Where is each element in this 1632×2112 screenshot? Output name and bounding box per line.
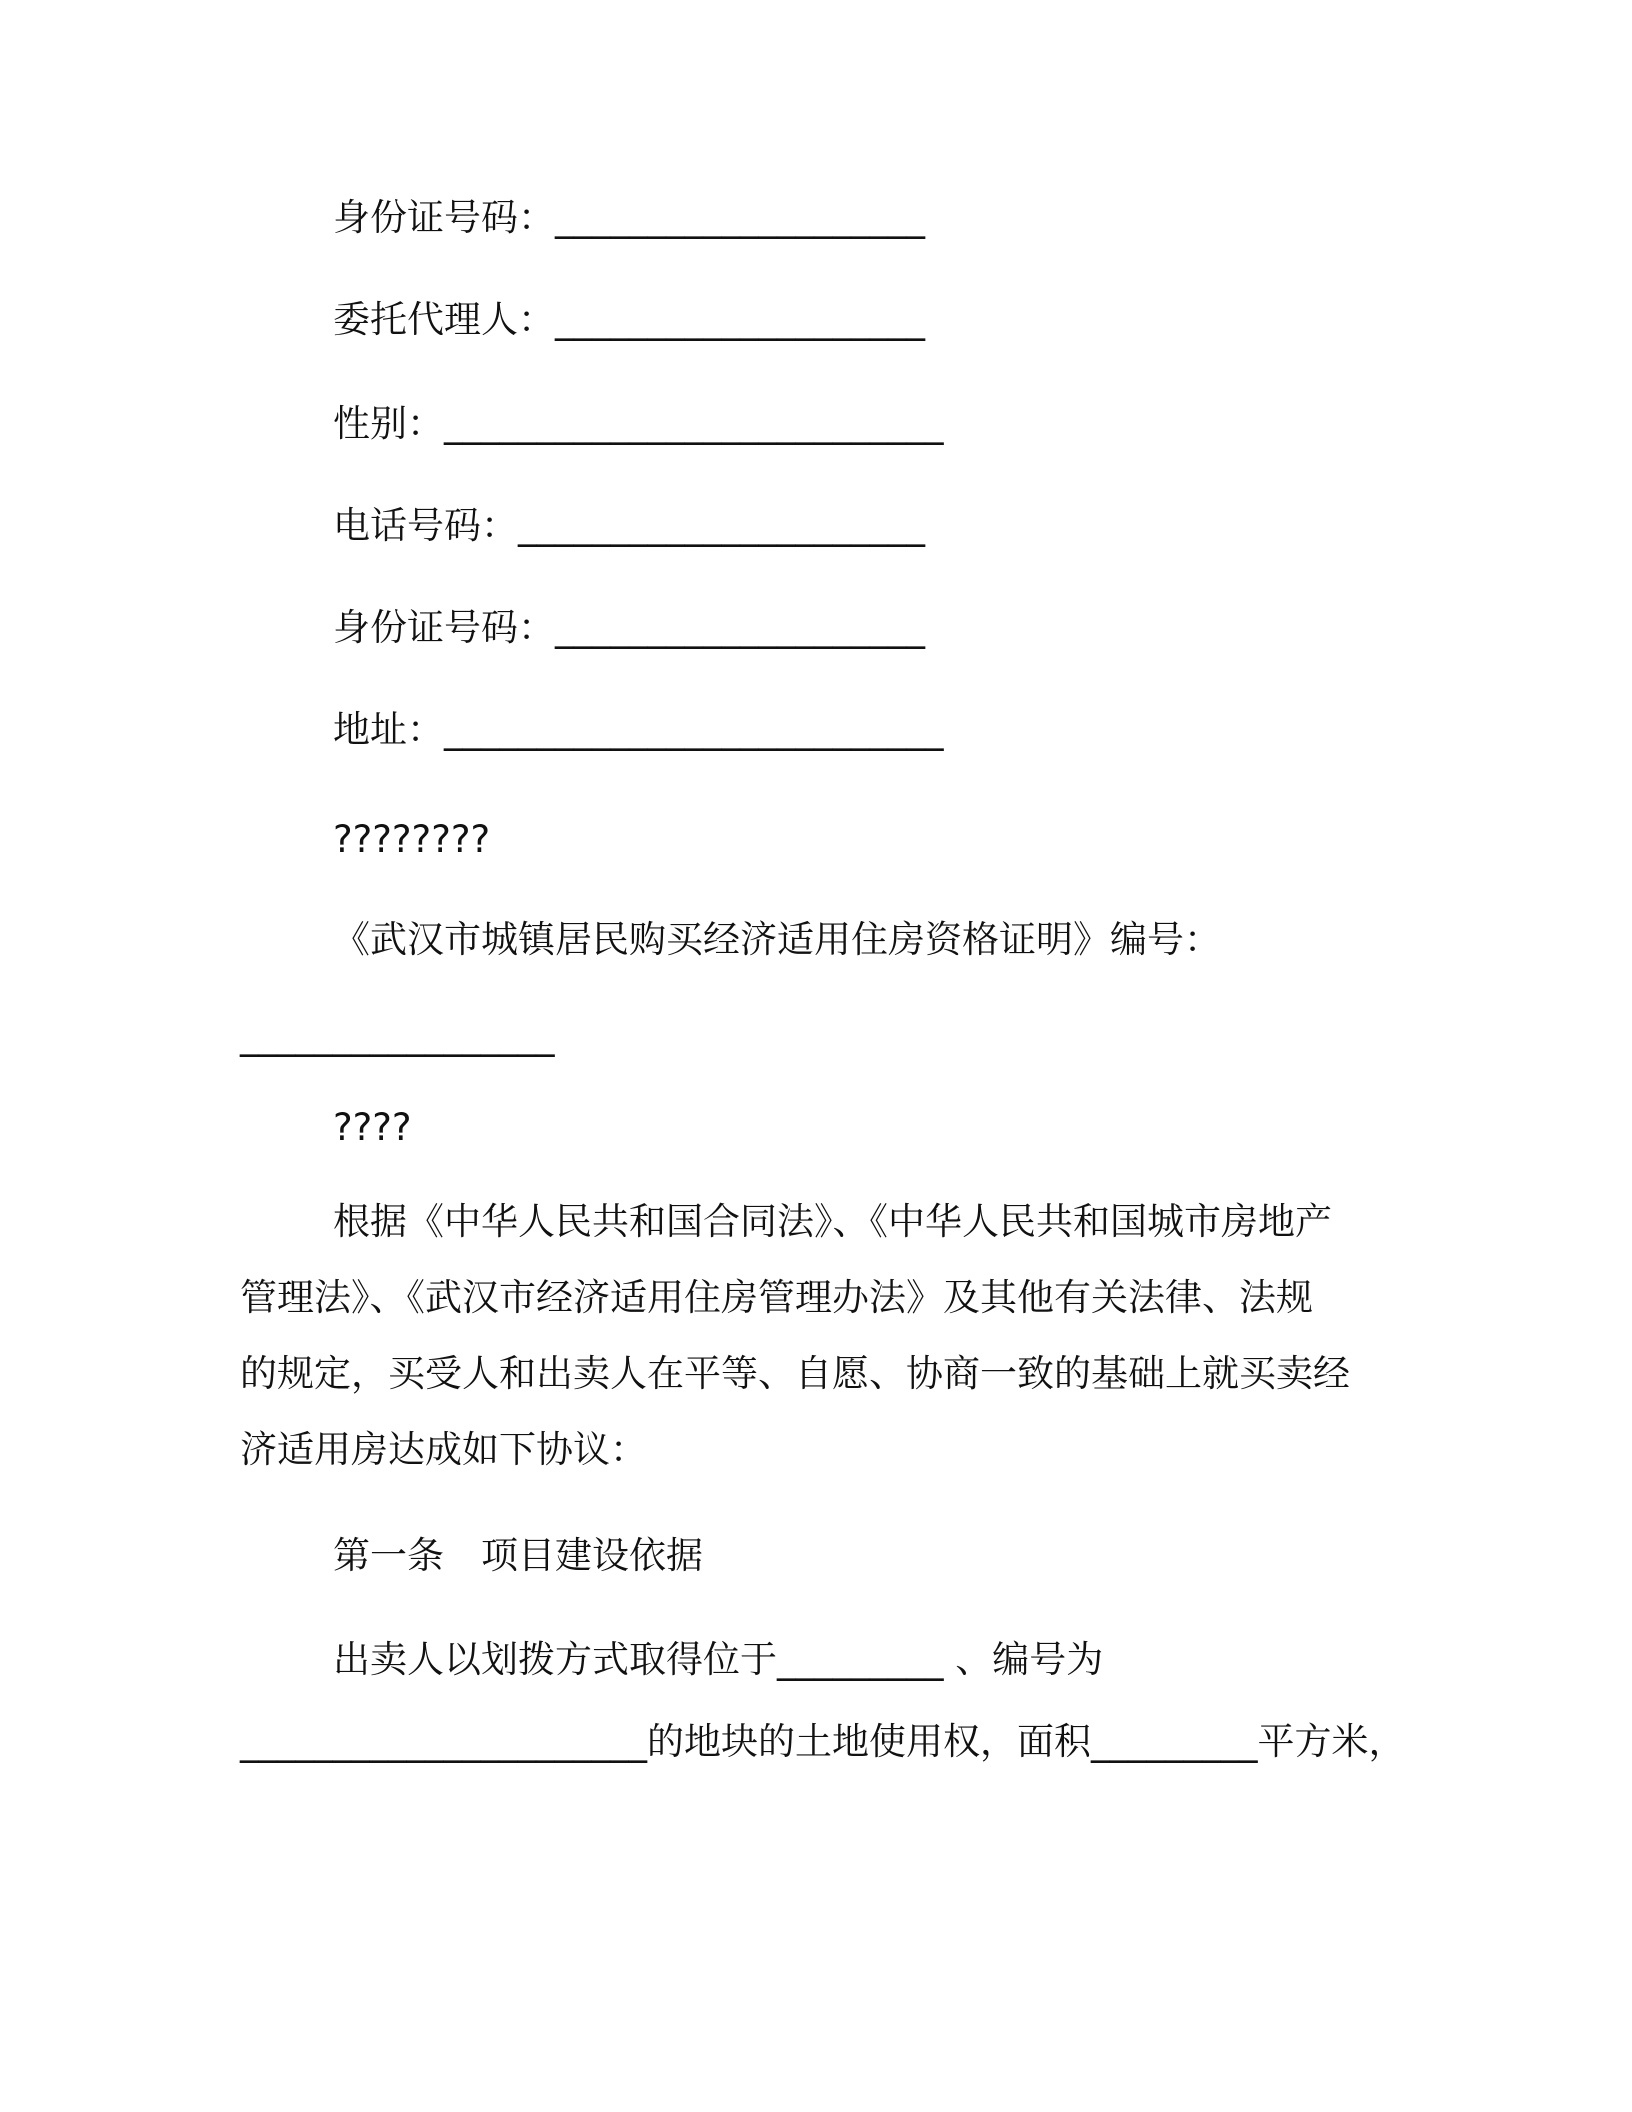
field-label: 身份证号码： — [333, 606, 555, 649]
field-blank: ____________________ — [555, 196, 925, 239]
certificate-label: 《武汉市城镇居民购买经济适用住房资格证明》编号： — [333, 918, 1221, 961]
preamble-line-3: 的规定，买受人和出卖人在平等、自愿、协商一致的基础上就买卖经 — [240, 1352, 1350, 1395]
article-1-line-1: 出卖人以划拨方式取得位于_________ 、编号为 — [333, 1638, 1104, 1681]
preamble-line-4: 济适用房达成如下协议： — [240, 1428, 647, 1471]
article-1-line-2: ______________________的地块的土地使用权，面积_________平方米， — [240, 1720, 1406, 1763]
field-id-number-1 — [333, 194, 925, 242]
placeholder-heading-2: ???? — [333, 1106, 412, 1149]
field-label: 电话号码： — [333, 504, 518, 547]
field-blank: ____________________ — [555, 298, 925, 341]
field-blank: ___________________________ — [444, 708, 944, 751]
field-blank: ______________________ — [518, 504, 925, 547]
field-address — [333, 706, 944, 754]
field-id-number-2 — [333, 604, 925, 652]
field-gender — [333, 400, 944, 448]
field-label: 地址： — [333, 708, 444, 751]
field-label: 身份证号码： — [333, 196, 555, 239]
placeholder-heading-1: ???????? — [333, 818, 491, 861]
certificate-blank: _________________ — [240, 1014, 555, 1057]
field-label: 委托代理人： — [333, 298, 555, 341]
field-label: 性别： — [333, 402, 444, 445]
field-agent — [333, 296, 925, 344]
preamble-line-1: 根据《中华人民共和国合同法》、《中华人民共和国城市房地产 — [333, 1200, 1332, 1243]
field-blank: ___________________________ — [444, 402, 944, 445]
field-blank: ____________________ — [555, 606, 925, 649]
preamble-line-2: 管理法》、《武汉市经济适用住房管理办法》及其他有关法律、法规 — [240, 1276, 1313, 1319]
field-phone — [333, 502, 925, 550]
article-1-title: 第一条 项目建设依据 — [333, 1534, 703, 1577]
